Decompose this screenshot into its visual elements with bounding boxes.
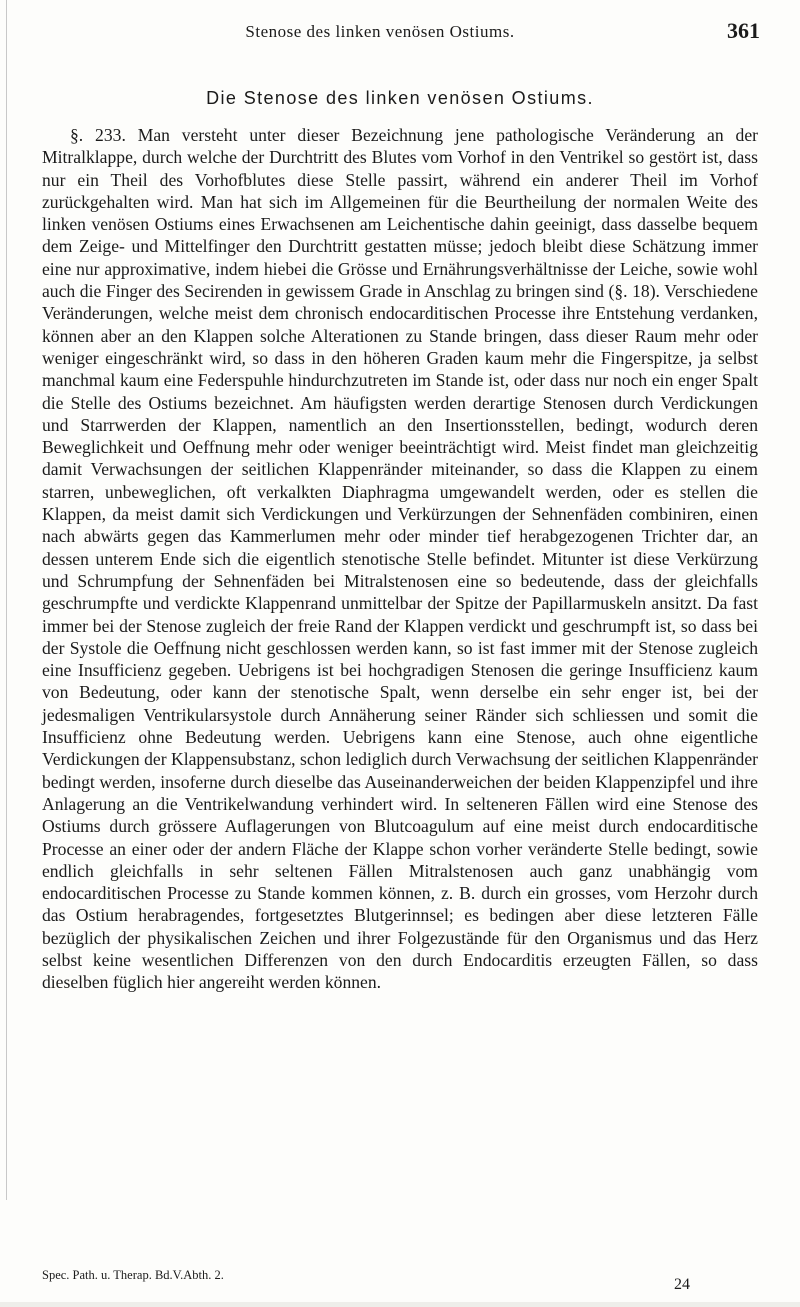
source-line: Spec. Path. u. Therap. Bd.V.Abth. 2.	[42, 1268, 224, 1282]
page-edge-line	[6, 0, 7, 1200]
page-bottom-edge	[0, 1302, 800, 1307]
running-title: Stenose des linken venösen Ostiums.	[245, 22, 515, 41]
signature-mark: 24	[674, 1276, 690, 1293]
body-paragraph: §. 233. Man versteht unter dieser Bezeichnung jene pathologische Veränderung an der Mitralklappe, durch welche der Durchtritt des Blutes vom Vorhof in den Ventrikel so gestört ist, dass nur ein Theil des Vorhofblutes diese Stelle passirt, während ein anderer Theil im Vorhof zurückgehalten wird. Man hat sich im Allgemeinen für die Beurtheilung der normalen Weite des linken venösen Ostiums eines Erwachsenen am Leichentische dahin geeinigt, dass dasselbe bequem dem Zeige- und Mittelfinger den Durchtritt gestatten müsse; jedoch bleibt diese Schätzung immer eine nur approximative, indem hiebei die Grösse und Ernährungsverhältnisse der Leiche, sowie wohl auch die Finger des Secirenden in gewissem Grade in Anschlag zu bringen sind (§. 18). Verschiedene Veränderungen, welche meist dem chronisch endocarditischen Processe ihre Entstehung verdanken, können aber an den Klappen solche Alterationen zu Stande bringen, dass dieser Raum mehr oder weniger eingeschränkt wird, so dass in den höheren Graden kaum mehr die Fingerspitze, ja selbst manchmal kaum eine Federspuhle hindurchzutreten im Stande ist, oder dass nur noch ein enger Spalt die Stelle des Ostiums bezeichnet. Am häufigsten werden derartige Stenosen durch Verdickungen und Starrwerden der Klappen, namentlich an den Insertionsstellen, bedingt, wodurch deren Beweglichkeit und Oeffnung mehr oder weniger beeinträchtigt wird. Meist findet man gleichzeitig damit Verwachsungen der seitlichen Klappenränder miteinander, so dass die Klappen zu einem starren, unbeweglichen, oft verkalkten Diaphragma umgewandelt werden, oder es stellen die Klappen, da meist damit sich Verdickungen und Verkürzungen der Sehnenfäden combiniren, einen nach abwärts gegen das Kammerlumen mehr oder minder tief herabgezogenen Trichter dar, an dessen unterem Ende sich die eigentlich stenotische Stelle befindet. Mitunter ist diese Verkürzung und Schrumpfung der Sehnenfäden bei Mitralstenosen eine so bedeutende, dass der gleichfalls geschrumpfte und verdickte Klappenrand unmittelbar der Spitze der Papillarmuskeln ansitzt. Da fast immer bei der Stenose zugleich der freie Rand der Klappen verdickt und geschrumpft ist, so dass bei der Systole die Oeffnung nicht geschlossen werden kann, so ist fast immer mit der Stenose zugleich eine Insufficienz gegeben. Uebrigens ist bei hochgradigen Stenosen die geringe Insufficienz kaum von Bedeutung, oder kann der stenotische Spalt, wenn derselbe ein sehr enger ist, bei der jedesmaligen Ventrikularsystole durch Annäherung seiner Ränder sich schliessen und somit die Insufficienz ohne Bedeutung werden. Uebrigens kann eine Stenose, auch ohne eigentliche Verdickungen der Klappensubstanz, schon lediglich durch Verwachsung der seitlichen Klappenränder bedingt werden, insoferne durch dieselbe das Auseinanderweichen der beiden Klappenzipfel und ihre Anlagerung an die Ventrikelwandung verhindert wird. In selteneren Fällen wird eine Stenose des Ostiums durch grössere Auflagerungen von Blutcoagulum auf eine meist durch endocarditische Processe an einer oder der andern Fläche der Klappe schon vorher veränderte Stelle bedingt, sowie endlich gleichfalls in sehr seltenen Fällen Mitralstenosen auch ganz unabhängig vom endocarditischen Processe zu Stande kommen können, z. B. durch ein grosses, vom Herzohr durch das Ostium herabragendes, fortgesetztes Blutgerinnsel; es bedingen aber diese letzteren Fälle bezüglich der physikalischen Zeichen und ihrer Folgezustände für den Organismus und das Herz selbst keine wesentlichen Differenzen von den durch Endocarditis erzeugten Fällen, so dass dieselben füglich hier angereiht werden können.	[42, 125, 758, 993]
page-number: 361	[727, 18, 760, 43]
running-header	[0, 18, 760, 46]
body-text	[42, 124, 758, 994]
section-heading: Die Stenose des linken venösen Ostiums.	[206, 88, 594, 108]
